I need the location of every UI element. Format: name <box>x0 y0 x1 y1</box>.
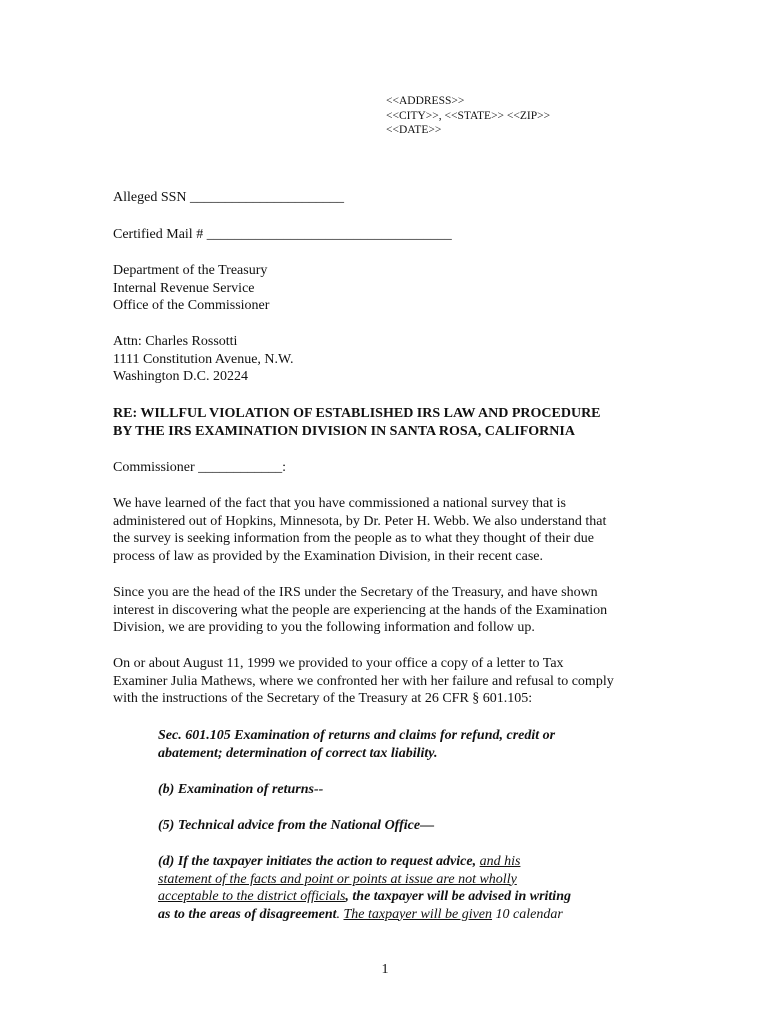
header-address: <<ADDRESS>> <box>386 95 465 107</box>
quote-section-title-cont: abatement; determination of correct tax liability. <box>158 745 438 761</box>
recipient-office: Office of the Commissioner <box>113 298 270 313</box>
quote-subsection-5: (5) Technical advice from the National Office— <box>158 818 435 833</box>
quote-d-text: (d) If the taxpayer initiates the action to request advice, <box>158 854 480 869</box>
para1-line: administered out of Hopkins, Minnesota, by Dr. Peter H. Webb. We also understand that <box>113 513 607 529</box>
quote-d-line-2 <box>158 871 517 889</box>
para1-line: process of law as provided by the Examination Division, in their recent case. <box>113 548 543 564</box>
quote-d-text: as to the areas of disagreement <box>158 906 337 922</box>
quote-d-text: , the taxpayer will be advised in writing <box>345 889 571 904</box>
header-city-state-zip: <<CITY>>, <<STATE>> <<ZIP>> <box>386 109 551 122</box>
recipient-agency: Internal Revenue Service <box>113 280 255 296</box>
quote-d-underlined: statement of the facts and point or points at issue are not wholly <box>158 871 517 887</box>
quote-d-line-3 <box>158 888 571 906</box>
quote-d-line-1 <box>158 853 520 871</box>
para2-line: Since you are the head of the IRS under the Secretary of the Treasury, and have shown <box>113 585 598 600</box>
salutation: Commissioner ____________: <box>113 460 287 475</box>
para1-line: We have learned of the fact that you have commissioned a national survey that is <box>113 496 566 511</box>
certified-mail-field: Certified Mail # ___________________________________ <box>113 227 452 242</box>
quote-d-underlined: acceptable to the district officials <box>158 889 346 904</box>
recipient-department: Department of the Treasury <box>113 263 268 278</box>
quote-d-text: 10 calendar <box>492 906 563 922</box>
quote-subsection-b: (b) Examination of returns-- <box>158 782 324 797</box>
para2-line: interest in discovering what the people are experiencing at the hands of the Examination <box>113 602 608 618</box>
quote-d-underlined: and his <box>479 854 521 869</box>
subject-line-2: BY THE IRS EXAMINATION DIVISION IN SANTA ROSA, CALIFORNIA <box>113 424 575 439</box>
quote-d-underlined: The taxpayer will be given <box>343 906 493 922</box>
recipient-city: Washington D.C. 20224 <box>113 369 248 384</box>
quote-d-line-4 <box>158 906 563 924</box>
subject-line-1: RE: WILLFUL VIOLATION OF ESTABLISHED IRS LAW AND PROCEDURE <box>113 406 601 421</box>
page-number: 1 <box>381 962 389 977</box>
recipient-street: 1111 Constitution Avenue, N.W. <box>113 351 294 367</box>
alleged-ssn-field: Alleged SSN ______________________ <box>113 190 344 205</box>
recipient-attn: Attn: Charles Rossotti <box>113 334 238 349</box>
para2-line: Division, we are providing to you the following information and follow up. <box>113 620 535 635</box>
para1-line: the survey is seeking information from the people as to what they thought of their due <box>113 531 594 546</box>
para3-line: Examiner Julia Mathews, where we confronted her with her failure and refusal to comply <box>113 673 614 689</box>
para3-line: with the instructions of the Secretary of the Treasury at 26 CFR § 601.105: <box>113 691 533 706</box>
quote-d-text: . <box>336 906 344 922</box>
para3-line: On or about August 11, 1999 we provided to your office a copy of a letter to Tax <box>113 656 564 671</box>
header-date: <<DATE>> <box>386 124 442 136</box>
quote-section-title: Sec. 601.105 Examination of returns and claims for refund, credit or <box>158 728 556 743</box>
